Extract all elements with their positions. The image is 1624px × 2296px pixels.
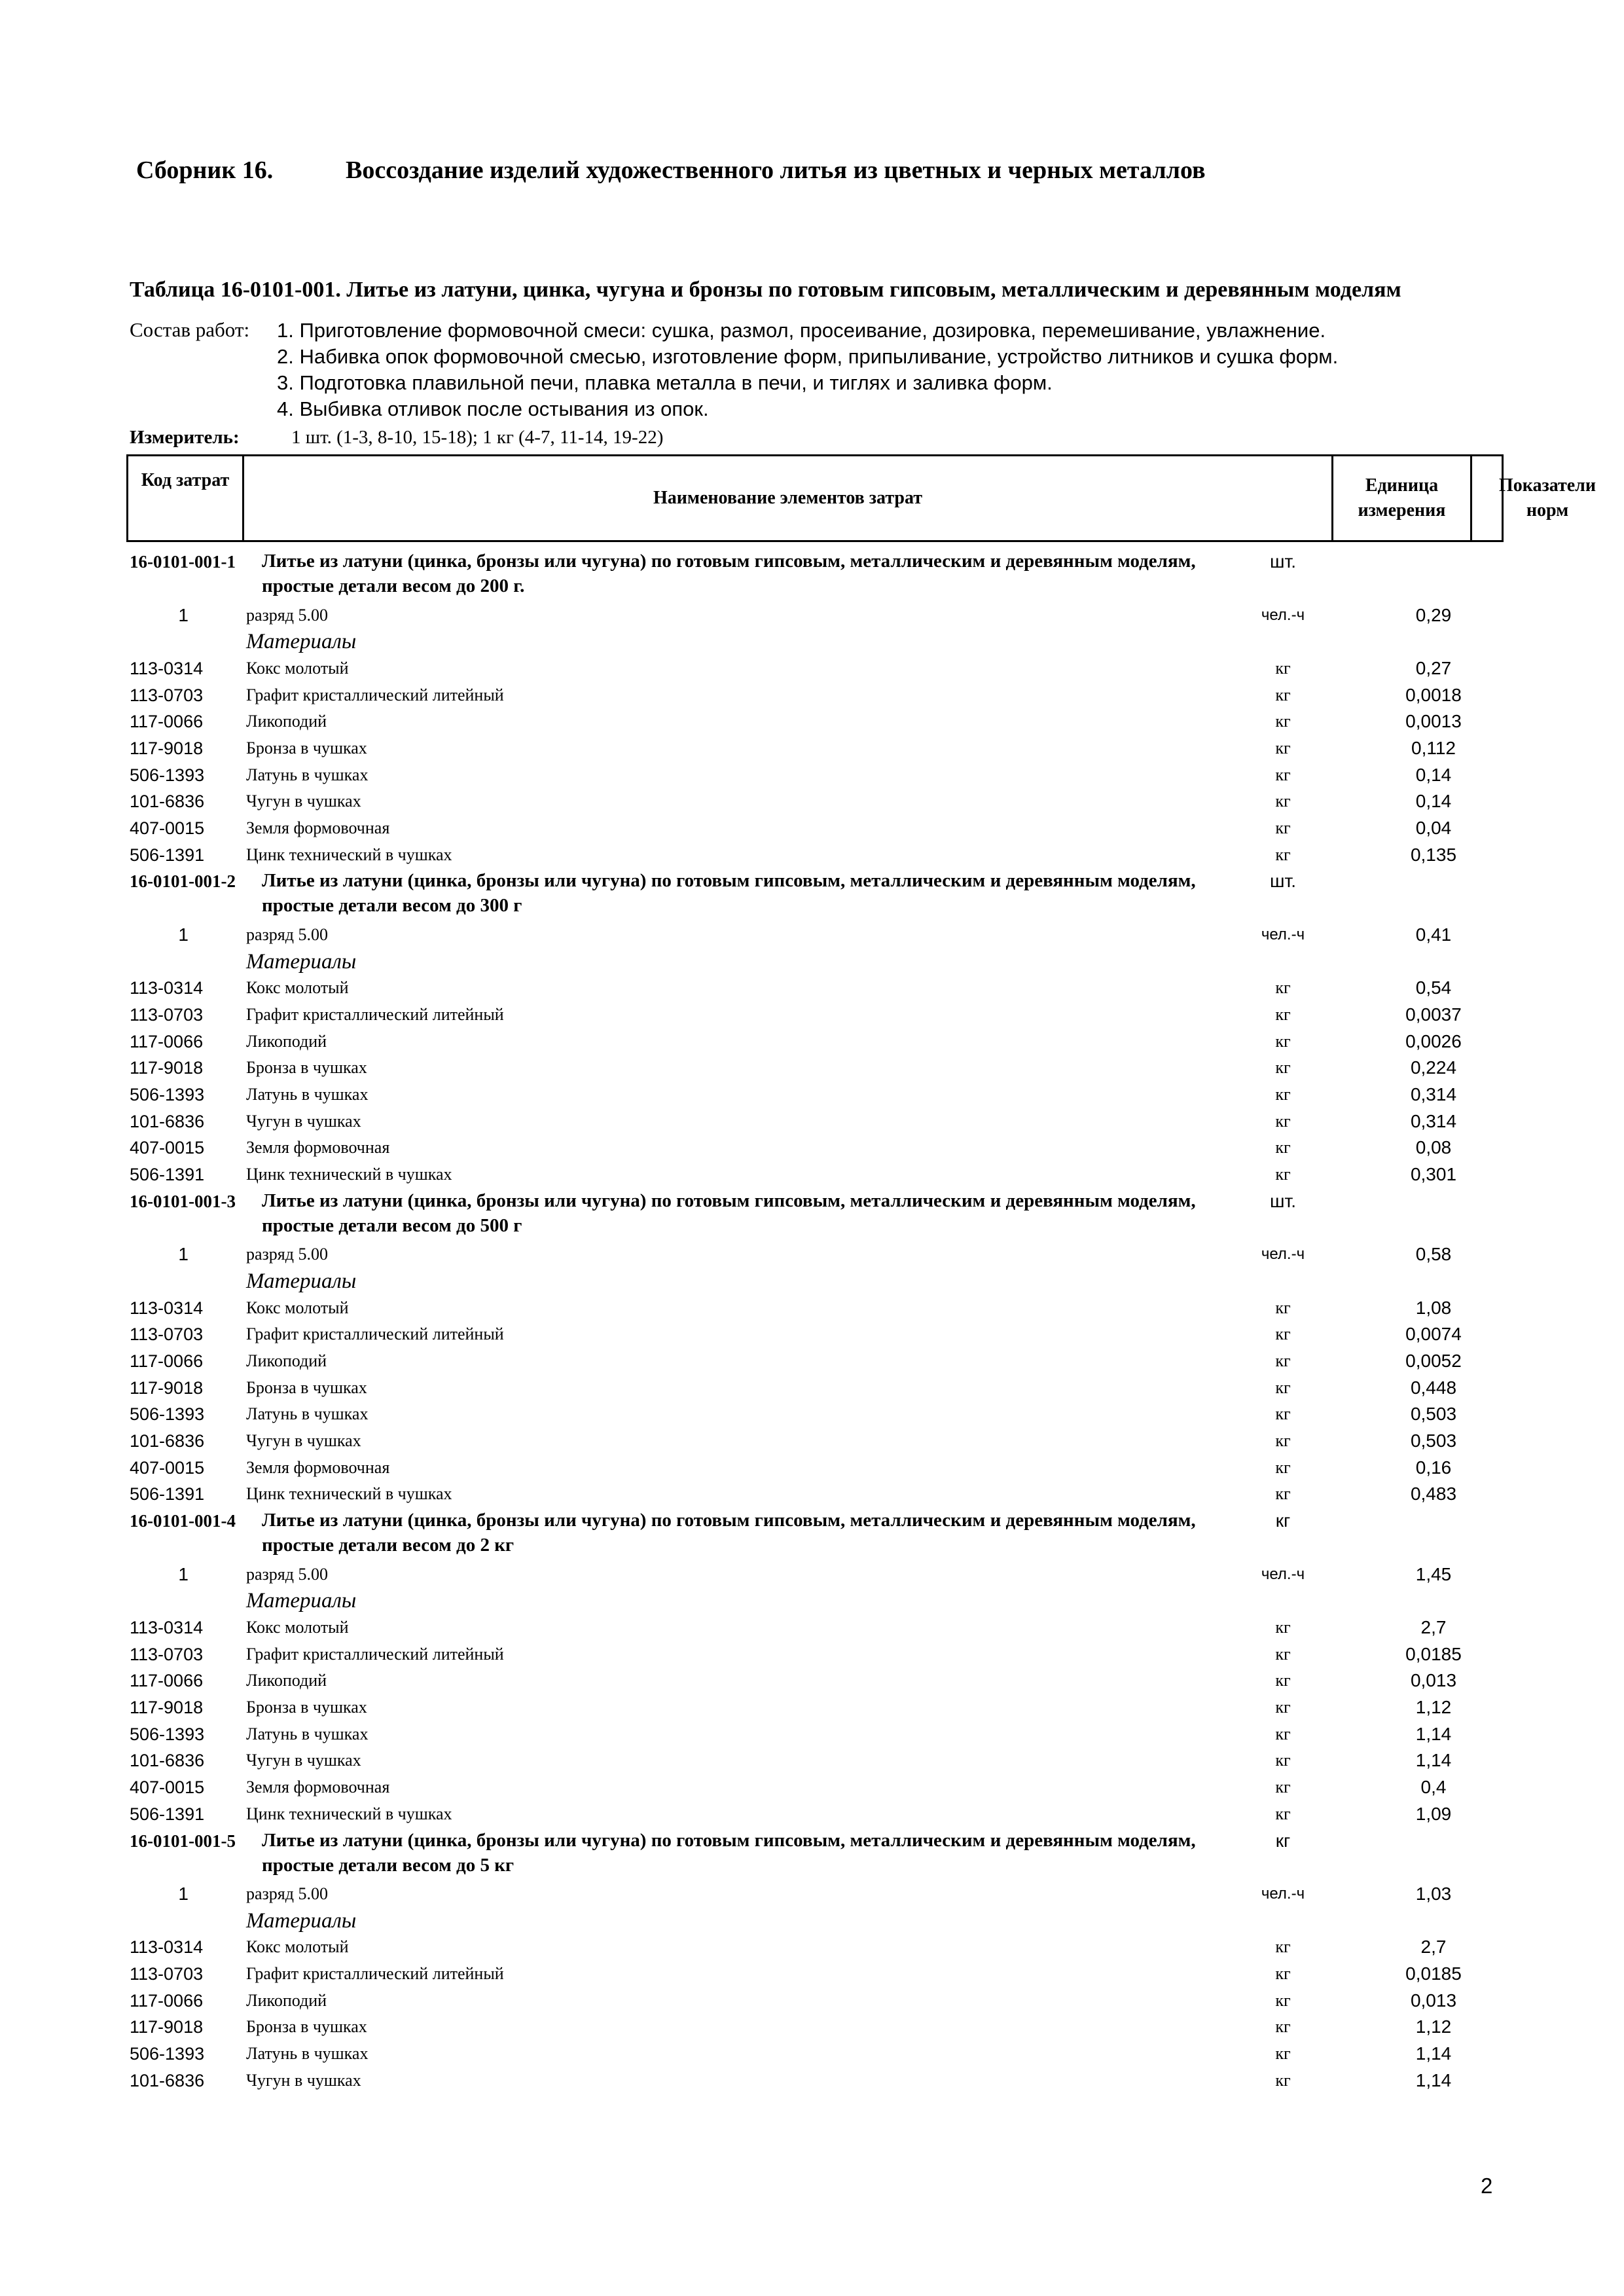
measurement-unit-label: Измеритель: [130, 427, 240, 448]
table-row [0, 1667, 1624, 1694]
cell-value: 0,503 [1410, 1430, 1457, 1451]
table-row [0, 1401, 1624, 1428]
header-code: Код затрат [128, 456, 244, 540]
table-row-item [0, 549, 1624, 602]
cell-code: 113-0314 [130, 1618, 204, 1637]
header-norm [1472, 456, 1623, 540]
header-unit-line1: Единица [1365, 475, 1439, 496]
cell-code: 101-6836 [130, 1751, 205, 1771]
cell-name: Кокс молотый [246, 658, 349, 678]
cell-code: 1 [178, 1884, 189, 1904]
table-row [0, 1321, 1624, 1348]
cell-unit: кг [1275, 658, 1291, 678]
work-composition-list [277, 318, 1619, 423]
cell-code: 506-1391 [130, 1804, 205, 1824]
cell-code: 113-0703 [130, 685, 204, 705]
cell-unit: кг [1275, 1404, 1291, 1424]
cell-name: Бронза в чушках [246, 2017, 367, 2037]
cell-name: Чугун в чушках [246, 1751, 361, 1770]
cell-unit: кг [1275, 1165, 1291, 1184]
table-row-item [0, 1508, 1624, 1561]
cell-name: Цинк технический в чушках [246, 1165, 452, 1184]
cell-code: 117-9018 [130, 1058, 204, 1078]
cell-value: 0,224 [1410, 1057, 1457, 1078]
cell-name: Чугун в чушках [246, 1431, 361, 1451]
table-row-section [0, 1588, 1624, 1614]
header-unit-line2: измерения [1358, 500, 1446, 520]
cell-name: Чугун в чушках [246, 792, 361, 811]
cell-unit: кг [1275, 1618, 1291, 1637]
table-row [0, 762, 1624, 789]
cell-unit: кг [1275, 685, 1291, 704]
cell-unit: чел.-ч [1261, 925, 1305, 943]
work-item: 1. Приготовление формовочной смеси: сушка, размол, просеивание, дозировка, перемешивание, увлажнение. [277, 319, 1326, 342]
cell-value: 1,12 [1415, 1697, 1452, 1718]
cell-code: 117-9018 [130, 738, 204, 758]
cell-unit: чел.-ч [1261, 1245, 1305, 1264]
cell-unit: чел.-ч [1261, 606, 1305, 624]
cell-unit: кг [1275, 1058, 1291, 1078]
cell-code: 101-6836 [130, 2070, 205, 2090]
cell-name: Бронза в чушках [246, 738, 367, 757]
table-row [0, 1747, 1624, 1774]
cell-code: 1 [178, 1563, 189, 1584]
cell-code: 506-1391 [130, 1484, 205, 1504]
cell-code: 113-0703 [130, 1964, 204, 1984]
cell-name: Чугун в чушках [246, 1111, 361, 1131]
cell-unit: кг [1275, 2070, 1291, 2090]
cell-code: 117-0066 [130, 1671, 204, 1691]
table-row [0, 1002, 1624, 1029]
cell-unit: кг [1275, 1777, 1291, 1797]
table-row [0, 1561, 1624, 1588]
cell-name: Земля формовочная [246, 818, 390, 837]
table-row [0, 1108, 1624, 1135]
cell-unit: шт. [1270, 551, 1296, 572]
cell-value: 0,0074 [1405, 1324, 1462, 1345]
cell-unit: кг [1275, 1990, 1291, 2010]
cell-code: 16-0101-001-1 [130, 552, 236, 572]
cell-value: 0,0052 [1405, 1351, 1462, 1371]
table-row [0, 1988, 1624, 2014]
table-row [0, 1241, 1624, 1268]
cell-unit: кг [1275, 1484, 1291, 1504]
cell-code: 113-0314 [130, 978, 204, 998]
cell-code: 506-1391 [130, 845, 205, 865]
cell-unit: кг [1275, 2044, 1291, 2064]
cell-value: 0,14 [1415, 791, 1452, 812]
cell-value: 0,0185 [1405, 1963, 1462, 1984]
table-header [126, 454, 1597, 542]
cell-unit: кг [1275, 1964, 1291, 1984]
cell-code: 16-0101-001-2 [130, 871, 236, 892]
table-row [0, 1881, 1624, 1908]
cell-name: Графит кристаллический литейный [246, 1964, 504, 1984]
cell-code: 1 [178, 604, 189, 625]
work-item: 2. Набивка опок формовочной смесью, изготовление форм, припыливание, устройство литников и сушка форм. [277, 345, 1339, 368]
cell-name: Латунь в чушках [246, 1404, 369, 1424]
cell-code: 1 [178, 924, 189, 945]
cell-value: 0,08 [1415, 1137, 1452, 1158]
cell-value: 0,301 [1410, 1164, 1457, 1185]
table-row [0, 1934, 1624, 1961]
table-row [0, 788, 1624, 815]
header-norm-line1: Показатели [1498, 475, 1597, 496]
table-row [0, 1694, 1624, 1721]
cell-unit: кг [1275, 1830, 1291, 1851]
cell-value: 0,58 [1415, 1244, 1452, 1265]
cell-value: 0,14 [1415, 764, 1452, 785]
cell-name: Литье из латуни (цинка, бронзы или чугуна) по готовым гипсовым, металлическим и деревянным моделям, простые детали весом до 2 кг [262, 1510, 1196, 1556]
cell-value: 0,314 [1410, 1084, 1457, 1104]
cell-name: Земля формовочная [246, 1457, 390, 1477]
cell-name: Бронза в чушках [246, 1377, 367, 1397]
cell-name: Кокс молотый [246, 1298, 349, 1317]
table-row [0, 1428, 1624, 1455]
cell-code: 113-0703 [130, 1644, 204, 1664]
cell-unit: кг [1275, 1351, 1291, 1370]
cell-unit: кг [1275, 1644, 1291, 1664]
cell-unit: кг [1275, 1457, 1291, 1477]
cell-value: 0,112 [1411, 737, 1456, 758]
table-row [0, 1641, 1624, 1668]
cell-name: Материалы [246, 1269, 357, 1293]
cell-unit: шт. [1270, 871, 1296, 892]
table-row [0, 1774, 1624, 1801]
header-norm-line2: норм [1526, 500, 1569, 520]
cell-name: разряд 5.00 [246, 924, 328, 944]
measurement-unit-value: 1 шт. (1-3, 8-10, 15-18); 1 кг (4-7, 11-14, 19-22) [291, 427, 664, 448]
cell-unit: кг [1275, 845, 1291, 864]
table-row [0, 1055, 1624, 1082]
cell-value: 0,41 [1415, 924, 1452, 945]
cell-value: 0,4 [1420, 1777, 1447, 1798]
cell-unit: кг [1275, 1804, 1291, 1823]
cell-value: 0,448 [1410, 1377, 1457, 1398]
cell-value: 1,09 [1415, 1803, 1452, 1824]
cell-value: 0,483 [1410, 1484, 1457, 1504]
cell-code: 407-0015 [130, 1777, 205, 1798]
collection-label: Сборник 16. [136, 156, 274, 184]
table-row-item [0, 1828, 1624, 1882]
table-row [0, 922, 1624, 949]
cell-name: Латунь в чушках [246, 765, 369, 784]
cell-name: Латунь в чушках [246, 2044, 369, 2064]
cell-name: Цинк технический в чушках [246, 845, 452, 864]
table-row [0, 1721, 1624, 1748]
cell-code: 1 [178, 1244, 189, 1265]
cell-value: 0,27 [1415, 657, 1452, 678]
cell-name: Материалы [246, 1908, 357, 1933]
table-row [0, 2068, 1624, 2094]
table-row-item [0, 868, 1624, 922]
cell-name: Литье из латуни (цинка, бронзы или чугуна) по готовым гипсовым, металлическим и деревянным моделям, простые детали весом до 500 г [262, 1190, 1196, 1236]
cell-unit: кг [1275, 1510, 1291, 1531]
cell-value: 1,14 [1415, 1750, 1452, 1771]
cell-value: 1,14 [1415, 2043, 1452, 2064]
table-row [0, 708, 1624, 735]
cell-name: Бронза в чушках [246, 1698, 367, 1717]
cell-name: разряд 5.00 [246, 1884, 328, 1903]
table-row [0, 1348, 1624, 1375]
cell-unit: кг [1275, 2017, 1291, 2037]
cell-code: 113-0314 [130, 658, 204, 678]
cell-name: Кокс молотый [246, 1937, 349, 1957]
collection-name: Воссоздание изделий художественного литья из цветных и черных металлов [346, 156, 1206, 184]
table-row [0, 1161, 1624, 1188]
cell-unit: кг [1275, 1671, 1291, 1690]
table-row [0, 1614, 1624, 1641]
cell-code: 506-1393 [130, 1404, 205, 1425]
table-row [0, 1375, 1624, 1402]
cell-name: разряд 5.00 [246, 605, 328, 625]
cell-code: 506-1391 [130, 1165, 205, 1185]
cell-code: 117-0066 [130, 712, 204, 732]
table-row-section [0, 629, 1624, 655]
page-number: 2 [1481, 2174, 1493, 2198]
cell-value: 0,0185 [1405, 1643, 1462, 1664]
cell-code: 16-0101-001-4 [130, 1511, 236, 1531]
cell-unit: кг [1275, 792, 1291, 811]
cell-name: Кокс молотый [246, 978, 349, 998]
cell-code: 117-0066 [130, 1990, 204, 2011]
cell-name: Цинк технический в чушках [246, 1804, 452, 1823]
cell-name: Ликоподий [246, 712, 327, 731]
cell-code: 117-9018 [130, 2017, 204, 2037]
table-row [0, 735, 1624, 762]
cell-unit: шт. [1270, 1190, 1296, 1211]
cell-code: 506-1393 [130, 1724, 205, 1744]
cell-value: 0,04 [1415, 818, 1452, 838]
cell-code: 117-0066 [130, 1351, 204, 1371]
cell-name: Кокс молотый [246, 1618, 349, 1637]
cell-value: 1,08 [1415, 1297, 1452, 1318]
cell-value: 0,013 [1410, 1990, 1457, 2011]
cell-code: 16-0101-001-3 [130, 1191, 236, 1211]
cell-code: 113-0314 [130, 1937, 204, 1958]
cell-value: 0,013 [1410, 1670, 1457, 1691]
table-row-section [0, 949, 1624, 975]
table-row [0, 975, 1624, 1002]
cell-name: Ликоподий [246, 1351, 327, 1370]
cell-name: Материалы [246, 1589, 357, 1613]
cell-unit: кг [1275, 978, 1291, 998]
cell-value: 2,7 [1420, 1937, 1447, 1958]
cell-value: 0,314 [1410, 1110, 1457, 1131]
cell-unit: кг [1275, 712, 1291, 731]
cell-value: 0,0037 [1405, 1004, 1462, 1025]
cell-code: 101-6836 [130, 1431, 205, 1451]
cell-name: Материалы [246, 630, 357, 654]
cell-value: 0,16 [1415, 1457, 1452, 1478]
cell-name: Цинк технический в чушках [246, 1484, 452, 1504]
table-row-section [0, 1908, 1624, 1935]
cell-unit: кг [1275, 765, 1291, 784]
header-unit [1333, 456, 1472, 540]
cell-value: 0,0026 [1405, 1030, 1462, 1051]
cell-code: 407-0015 [130, 1138, 205, 1158]
cell-unit: кг [1275, 818, 1291, 837]
cell-name: Земля формовочная [246, 1777, 390, 1797]
cell-code: 407-0015 [130, 1457, 205, 1478]
cell-name: Ликоподий [246, 1031, 327, 1051]
cell-unit: кг [1275, 1004, 1291, 1024]
cell-unit: чел.-ч [1261, 1565, 1305, 1583]
table-row-section [0, 1268, 1624, 1295]
cell-value: 0,135 [1410, 844, 1457, 865]
cell-value: 1,14 [1415, 2069, 1452, 2090]
work-item: 4. Выбивка отливок после остывания из опок. [277, 397, 709, 420]
cell-code: 113-0703 [130, 1004, 204, 1025]
cell-name: Ликоподий [246, 1990, 327, 2010]
cell-value: 0,54 [1415, 977, 1452, 998]
cell-name: Графит кристаллический литейный [246, 685, 504, 704]
cell-unit: кг [1275, 1111, 1291, 1131]
cell-name: Материалы [246, 949, 357, 974]
cell-unit: кг [1275, 738, 1291, 757]
cell-name: Литье из латуни (цинка, бронзы или чугуна) по готовым гипсовым, металлическим и деревянным моделям, простые детали весом до 5 кг [262, 1829, 1196, 1876]
cell-code: 506-1393 [130, 1085, 205, 1104]
cell-name: разряд 5.00 [246, 1245, 328, 1264]
cost-table-body [0, 549, 1624, 2094]
cell-unit: кг [1275, 1138, 1291, 1157]
cell-value: 1,45 [1415, 1563, 1452, 1584]
table-row [0, 1481, 1624, 1508]
table-row [0, 602, 1624, 629]
table-row [0, 1295, 1624, 1322]
cell-unit: кг [1275, 1324, 1291, 1344]
cell-unit: кг [1275, 1698, 1291, 1717]
cell-code: 506-1393 [130, 765, 205, 785]
cell-value: 0,0013 [1405, 711, 1462, 732]
table-title: Таблица 16-0101-001. Литье из латуни, цинка, чугуна и бронзы по готовым гипсовым, металлическим и деревянным моделям [130, 278, 1401, 302]
cell-unit: кг [1275, 1937, 1291, 1957]
table-row [0, 1801, 1624, 1828]
cell-name: Ликоподий [246, 1671, 327, 1690]
table-row [0, 815, 1624, 842]
cell-code: 506-1393 [130, 2044, 205, 2064]
cell-name: Чугун в чушках [246, 2070, 361, 2090]
cell-name: Земля формовочная [246, 1138, 390, 1157]
table-row [0, 655, 1624, 682]
cell-unit: кг [1275, 1298, 1291, 1317]
cell-unit: кг [1275, 1751, 1291, 1770]
cell-unit: чел.-ч [1261, 1885, 1305, 1903]
cell-code: 16-0101-001-5 [130, 1831, 236, 1851]
cell-unit: кг [1275, 1377, 1291, 1397]
cell-unit: кг [1275, 1085, 1291, 1104]
cell-code: 117-9018 [130, 1377, 204, 1398]
cell-code: 101-6836 [130, 1111, 205, 1131]
cell-name: Бронза в чушках [246, 1058, 367, 1078]
cell-code: 101-6836 [130, 792, 205, 812]
cell-value: 0,29 [1415, 604, 1452, 625]
table-row [0, 842, 1624, 869]
cell-code: 117-0066 [130, 1031, 204, 1051]
cell-value: 1,14 [1415, 1723, 1452, 1744]
cell-value: 1,03 [1415, 1884, 1452, 1904]
table-row [0, 2014, 1624, 2041]
table-row [0, 1961, 1624, 1988]
cell-code: 407-0015 [130, 818, 205, 838]
cell-name: Латунь в чушках [246, 1724, 369, 1743]
cell-unit: кг [1275, 1724, 1291, 1743]
cell-code: 117-9018 [130, 1698, 204, 1718]
table-row [0, 2041, 1624, 2068]
cell-unit: кг [1275, 1031, 1291, 1051]
cell-name: Графит кристаллический литейный [246, 1644, 504, 1664]
cell-value: 0,0018 [1405, 684, 1462, 705]
cell-name: Литье из латуни (цинка, бронзы или чугуна) по готовым гипсовым, металлическим и деревянным моделям, простые детали весом до 300 г [262, 870, 1196, 917]
cell-name: Графит кристаллический литейный [246, 1324, 504, 1344]
cell-code: 113-0314 [130, 1298, 204, 1318]
collection-title [136, 156, 1206, 185]
cell-code: 113-0703 [130, 1324, 204, 1345]
cell-name: Латунь в чушках [246, 1085, 369, 1104]
table-row [0, 682, 1624, 709]
cell-name: разряд 5.00 [246, 1564, 328, 1584]
table-row [0, 1029, 1624, 1055]
table-row [0, 1082, 1624, 1108]
cell-name: Графит кристаллический литейный [246, 1004, 504, 1024]
work-composition-label: Состав работ: [130, 318, 250, 341]
cell-name: Литье из латуни (цинка, бронзы или чугуна) по готовым гипсовым, металлическим и деревянным моделям, простые детали весом до 200 г. [262, 551, 1196, 596]
cell-value: 0,503 [1410, 1404, 1457, 1425]
cell-unit: кг [1275, 1431, 1291, 1451]
cell-value: 1,12 [1415, 2016, 1452, 2037]
cell-value: 2,7 [1420, 1617, 1447, 1637]
work-item: 3. Подготовка плавильной печи, плавка металла в печи, и тиглях и заливка форм. [277, 371, 1053, 394]
table-row [0, 1455, 1624, 1482]
table-row [0, 1135, 1624, 1161]
header-name: Наименование элементов затрат [244, 456, 1333, 540]
table-row-item [0, 1188, 1624, 1242]
